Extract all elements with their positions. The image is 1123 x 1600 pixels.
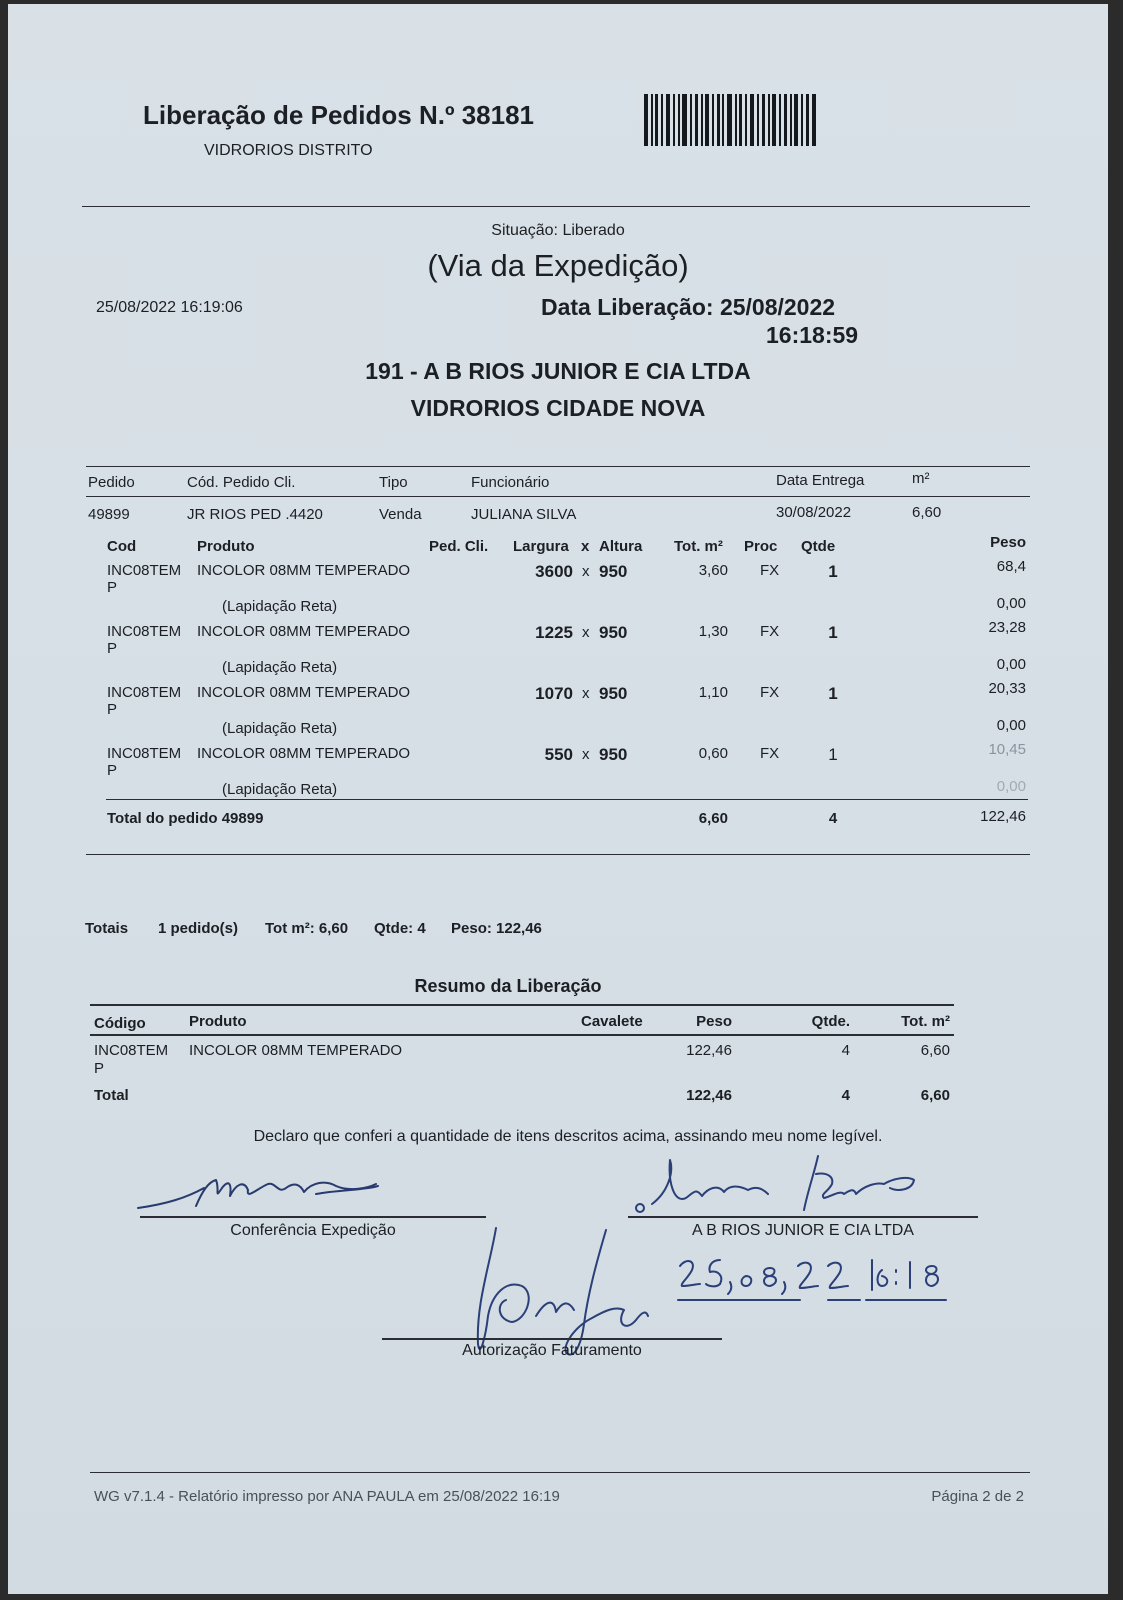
- item-largura: 1070: [535, 684, 573, 703]
- item-sub-peso: 0,00: [996, 717, 1026, 734]
- value-cod-pedido-cli: JR RIOS PED .4420: [187, 506, 323, 523]
- client-name: 191 - A B RIOS JUNIOR E CIA LTDA: [365, 358, 751, 384]
- item-peso: 68,4: [996, 558, 1026, 575]
- value-pedido: 49899: [88, 506, 130, 523]
- footer-report-info: WG v7.1.4 - Relatório impresso por ANA PAULA em 25/08/2022 16:19: [94, 1488, 560, 1505]
- item-cod-cont: P: [107, 701, 118, 718]
- totals-pedidos: 1 pedido(s): [158, 920, 239, 937]
- col-cod: Cod: [107, 538, 137, 555]
- item-x: x: [582, 685, 590, 702]
- item-produto: INCOLOR 08MM TEMPERADO: [197, 623, 411, 640]
- item-largura: 3600: [535, 562, 573, 581]
- item-produto: INCOLOR 08MM TEMPERADO: [197, 684, 411, 701]
- resumo-codigo: INC08TEM: [94, 1042, 169, 1059]
- signature-conferencia: [136, 1168, 396, 1214]
- label-cod-pedido-cli: Cód. Pedido Cli.: [187, 474, 296, 491]
- resumo-codigo-cont: P: [94, 1060, 105, 1077]
- value-m2: 6,60: [912, 504, 942, 521]
- client-store: VIDRORIOS CIDADE NOVA: [410, 395, 706, 421]
- signature-cliente: [628, 1154, 948, 1218]
- signature-line: [140, 1216, 486, 1218]
- signature-line: [628, 1216, 978, 1218]
- via-expedicao: (Via da Expedição): [427, 248, 689, 283]
- item-cod: INC08TEM: [107, 562, 182, 579]
- item-qtde: 1: [828, 562, 838, 581]
- resumo-peso: 122,46: [686, 1042, 732, 1059]
- resumo-col-qtde: Qtde.: [811, 1013, 850, 1030]
- col-ped-cli: Ped. Cli.: [429, 538, 489, 555]
- item-cod-cont: P: [107, 579, 118, 596]
- col-largura: Largura: [513, 538, 569, 555]
- order-total-label: Total do pedido 49899: [107, 810, 264, 827]
- handwritten-date: [676, 1256, 956, 1304]
- item-altura: 950: [599, 623, 628, 642]
- item-sub-peso: 0,00: [996, 778, 1026, 795]
- declaration-text: Declaro que conferi a quantidade de itens descritos acima, assinando meu nome legível.: [253, 1128, 883, 1145]
- item-tot-m2: 0,60: [698, 745, 728, 762]
- item-proc: FX: [760, 623, 780, 640]
- company-name: VIDRORIOS DISTRITO: [204, 142, 373, 159]
- resumo-col-peso: Peso: [696, 1013, 732, 1030]
- item-cod-cont: P: [107, 762, 118, 779]
- item-proc: FX: [760, 684, 780, 701]
- divider: [90, 1004, 954, 1006]
- item-altura: 950: [599, 684, 628, 703]
- item-qtde: 1: [828, 745, 838, 764]
- item-tot-m2: 3,60: [698, 562, 728, 579]
- col-x: x: [581, 538, 590, 555]
- item-tot-m2: 1,30: [698, 623, 728, 640]
- value-data-entrega: 30/08/2022: [776, 504, 852, 521]
- item-sub: (Lapidação Reta): [222, 659, 338, 676]
- order-total-peso: 122,46: [980, 808, 1026, 825]
- totals-qtde: Qtde: 4: [374, 920, 426, 937]
- col-altura: Altura: [599, 538, 643, 555]
- divider: [86, 466, 1030, 467]
- divider: [86, 854, 1030, 855]
- item-x: x: [582, 624, 590, 641]
- col-produto: Produto: [197, 538, 255, 555]
- totals-label: Totais: [85, 920, 129, 937]
- value-tipo: Venda: [379, 506, 422, 523]
- item-sub: (Lapidação Reta): [222, 781, 338, 798]
- col-tot-m2: Tot. m²: [674, 538, 723, 555]
- item-sub-peso: 0,00: [996, 595, 1026, 612]
- item-produto: INCOLOR 08MM TEMPERADO: [197, 562, 411, 579]
- resumo-total-tot-m2: 6,60: [920, 1087, 950, 1104]
- resumo-col-codigo: Código: [94, 1015, 146, 1032]
- signature-line: [382, 1338, 722, 1340]
- document-title: Liberação de Pedidos N.º 38181: [143, 100, 534, 130]
- item-qtde: 1: [828, 684, 838, 703]
- situacao: Situação: Liberado: [491, 222, 625, 239]
- item-x: x: [582, 563, 590, 580]
- col-peso: Peso: [990, 534, 1026, 551]
- value-funcionario: JULIANA SILVA: [471, 506, 577, 523]
- resumo-tot-m2: 6,60: [920, 1042, 950, 1059]
- item-sub: (Lapidação Reta): [222, 598, 338, 615]
- item-peso: 23,28: [988, 619, 1026, 636]
- label-cliente: A B RIOS JUNIOR E CIA LTDA: [692, 1222, 914, 1239]
- order-total-qtde: 4: [828, 810, 838, 827]
- item-cod: INC08TEM: [107, 684, 182, 701]
- resumo-col-cavalete: Cavalete: [581, 1013, 643, 1030]
- divider: [86, 496, 1030, 497]
- divider: [90, 1034, 954, 1036]
- item-produto: INCOLOR 08MM TEMPERADO: [197, 745, 411, 762]
- resumo-produto: INCOLOR 08MM TEMPERADO: [189, 1042, 403, 1059]
- label-funcionario: Funcionário: [471, 474, 550, 491]
- item-sub-peso: 0,00: [996, 656, 1026, 673]
- label-autorizacao-faturamento: Autorização Faturamento: [462, 1342, 642, 1359]
- item-peso: 20,33: [988, 680, 1026, 697]
- label-pedido: Pedido: [88, 474, 135, 491]
- item-altura: 950: [599, 745, 628, 764]
- item-proc: FX: [760, 562, 780, 579]
- col-proc: Proc: [744, 538, 778, 555]
- item-cod: INC08TEM: [107, 623, 182, 640]
- resumo-total-peso: 122,46: [686, 1087, 732, 1104]
- resumo-col-tot-m2: Tot. m²: [901, 1013, 950, 1030]
- label-tipo: Tipo: [379, 474, 408, 491]
- totals-m2: Tot m²: 6,60: [265, 920, 349, 937]
- label-m2: m²: [912, 470, 930, 487]
- footer-page-number: Página 2 de 2: [931, 1488, 1024, 1505]
- item-tot-m2: 1,10: [698, 684, 728, 701]
- item-peso: 10,45: [988, 741, 1026, 758]
- resumo-total-label: Total: [94, 1087, 129, 1104]
- resumo-total-qtde: 4: [841, 1087, 850, 1104]
- document-page: [8, 4, 1108, 1594]
- item-largura: 1225: [535, 623, 573, 642]
- item-proc: FX: [760, 745, 780, 762]
- item-cod: INC08TEM: [107, 745, 182, 762]
- item-x: x: [582, 746, 590, 763]
- label-data-entrega: Data Entrega: [776, 472, 865, 489]
- item-sub: (Lapidação Reta): [222, 720, 338, 737]
- resumo-col-produto: Produto: [189, 1013, 247, 1030]
- divider: [106, 799, 1028, 800]
- divider: [82, 206, 1030, 207]
- totals-peso: Peso: 122,46: [451, 920, 542, 937]
- label-conferencia-expedicao: Conferência Expedição: [230, 1222, 396, 1239]
- data-liberacao: Data Liberação: 25/08/2022: [541, 294, 836, 320]
- resumo-qtde: 4: [841, 1042, 850, 1059]
- barcode-icon: [644, 94, 816, 146]
- order-total-m2: 6,60: [698, 810, 728, 827]
- item-cod-cont: P: [107, 640, 118, 657]
- item-qtde: 1: [828, 623, 838, 642]
- item-altura: 950: [599, 562, 628, 581]
- resumo-title: Resumo da Liberação: [414, 976, 602, 996]
- item-largura: 550: [544, 745, 573, 764]
- print-datetime: 25/08/2022 16:19:06: [96, 299, 243, 316]
- hora-liberacao: 16:18:59: [766, 322, 859, 348]
- divider: [90, 1472, 1030, 1473]
- col-qtde: Qtde: [801, 538, 836, 555]
